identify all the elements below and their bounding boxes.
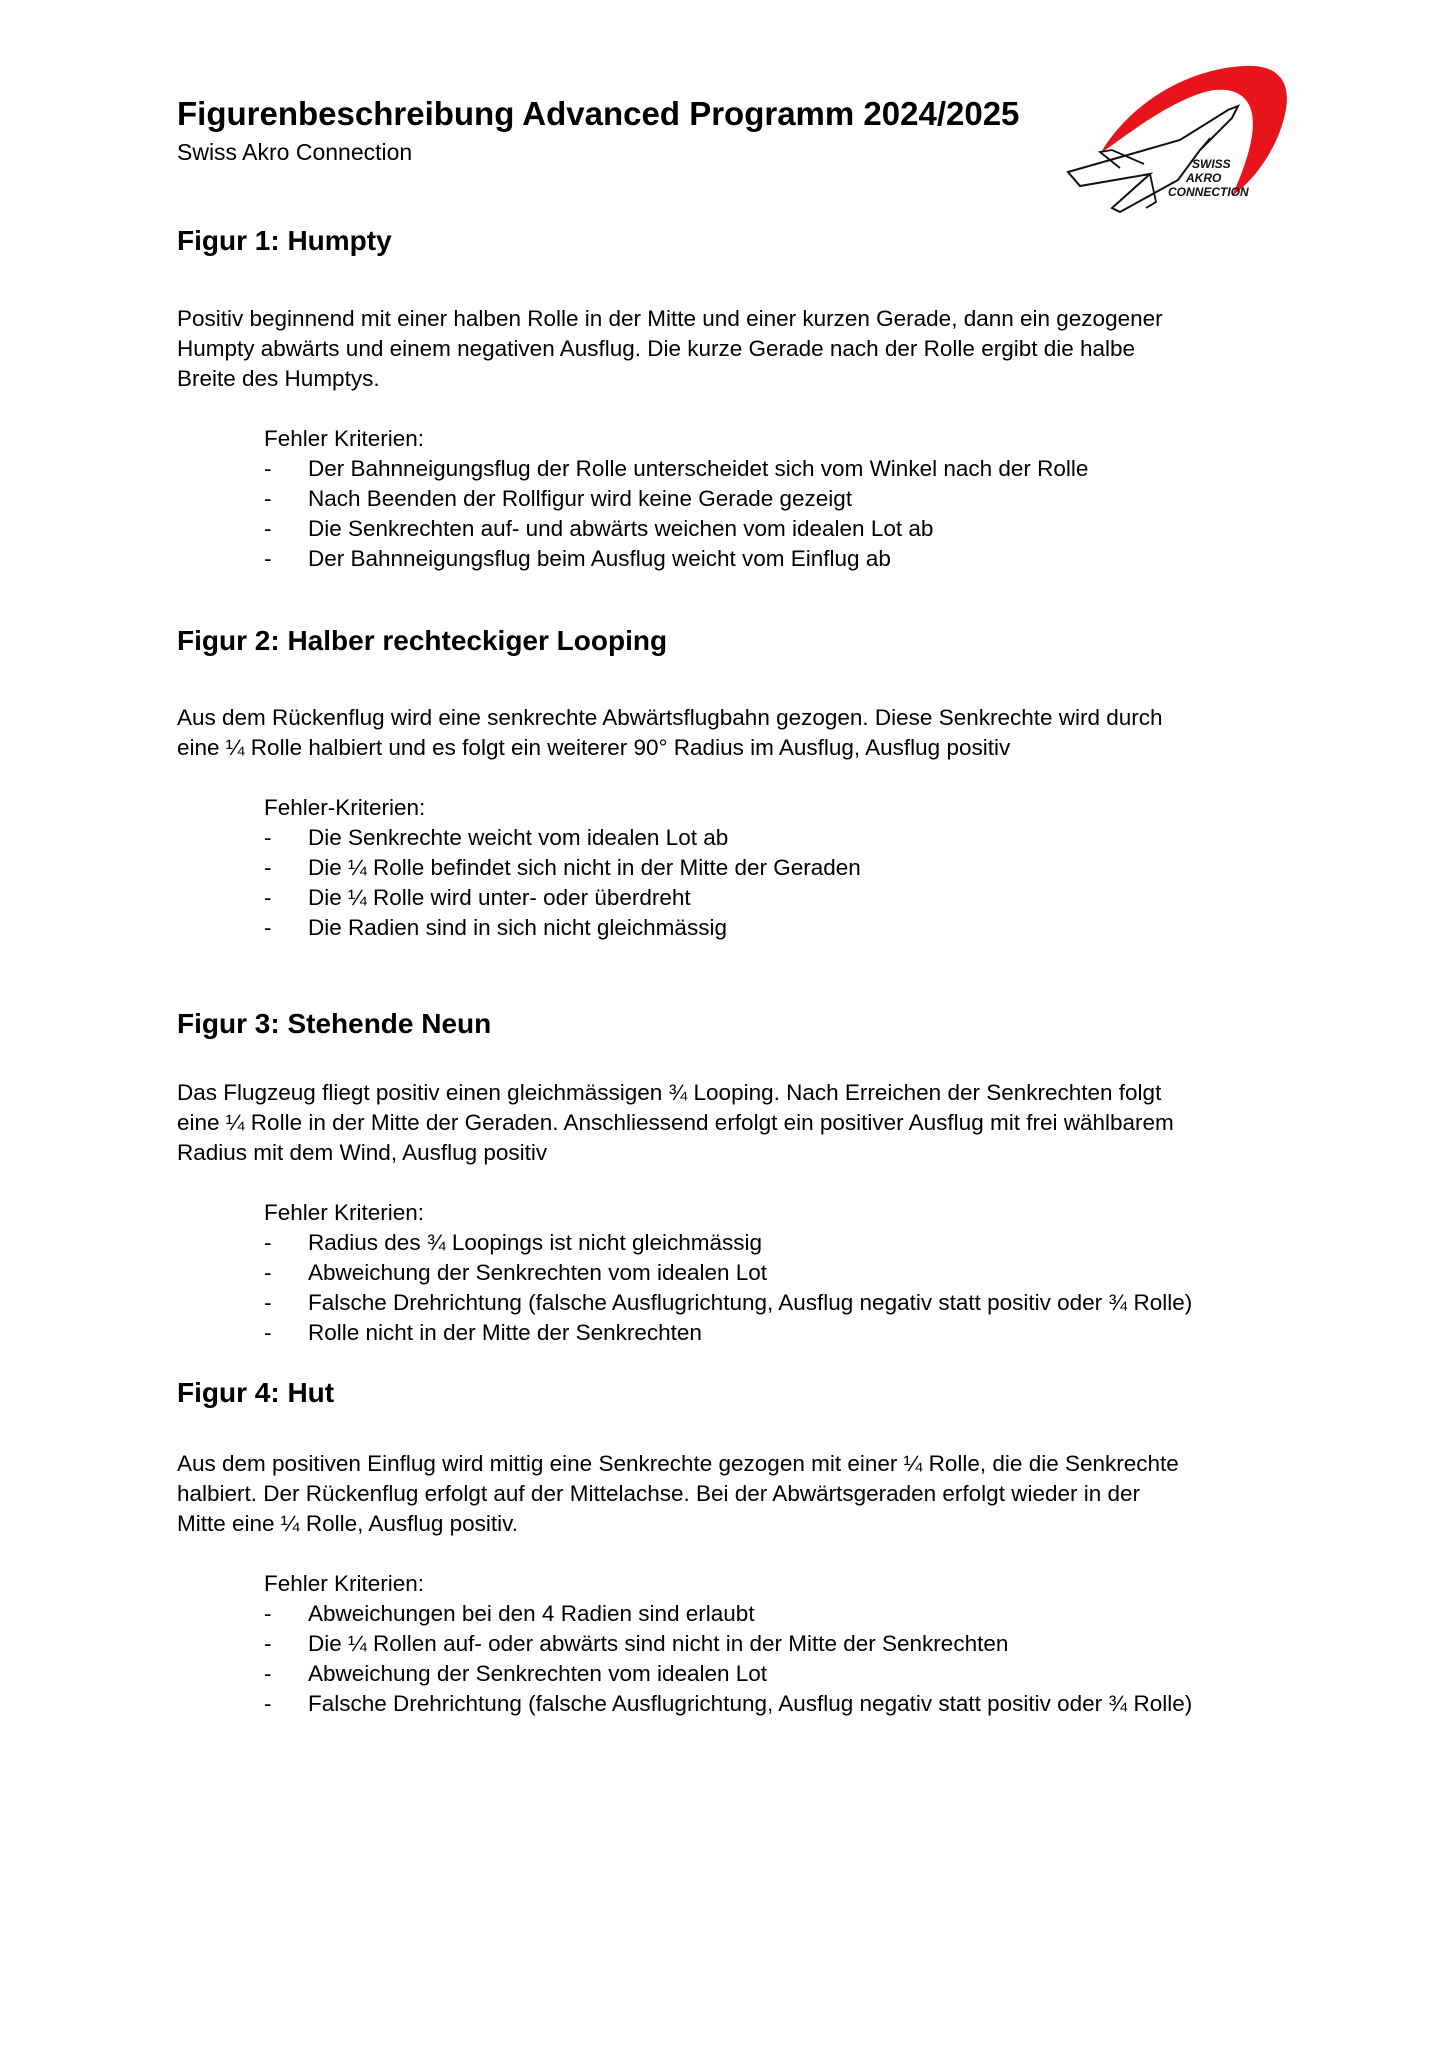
figure-section [177,624,1297,943]
figure-heading: Figur 4: Hut [177,1377,335,1408]
criteria-title: Fehler Kriterien: [264,1200,425,1225]
logo-text-line: AKRO [1186,171,1222,185]
figure-description: Aus dem positiven Einflug wird mittig eine Senkrechte gezogen mit einer ¼ Rolle, die die Senkrechte halbiert. Der Rückenflug erfolgt auf der Mittelachse. Bei der Abwärtsgeraden erfolgt wieder in der Mitte eine ¼ Rolle, Ausflug positiv. [177,1451,1179,1536]
list-item: - Der Bahnneigungsflug der Rolle unterscheidet sich vom Winkel nach der Rolle [264,456,1089,481]
list-item: - Die ¼ Rollen auf- oder abwärts sind nicht in der Mitte der Senkrechten [264,1631,1009,1656]
list-item: - Die ¼ Rolle wird unter- oder überdreht [264,885,691,910]
figure-heading: Figur 3: Stehende Neun [177,1008,492,1039]
criteria-block [264,424,1297,574]
criteria-block [264,793,1297,943]
list-item: - Rolle nicht in der Mitte der Senkrechten [264,1320,702,1345]
criteria-list [264,454,1297,574]
list-item: - Falsche Drehrichtung (falsche Ausflugrichtung, Ausflug negativ statt positiv oder ¾ Rolle) [264,1290,1193,1315]
list-item: - Radius des ¾ Loopings ist nicht gleichmässig [264,1230,762,1255]
swiss-akro-connection-logo-icon [1060,62,1290,232]
list-item: - Abweichung der Senkrechten vom idealen Lot [264,1260,768,1285]
criteria-block [264,1569,1297,1719]
list-item: - Der Bahnneigungsflug beim Ausflug weicht vom Einflug ab [264,546,891,571]
figure-description: Positiv beginnend mit einer halben Rolle in der Mitte und einer kurzen Gerade, dann ein gezogener Humpty abwärts und einem negativen Ausflug. Die kurze Gerade nach der Rolle ergibt die halbe Breite des Humptys. [177,306,1163,391]
criteria-title: Fehler Kriterien: [264,426,425,451]
logo-text-line: SWISS [1192,157,1231,171]
figure-heading: Figur 2: Halber rechteckiger Looping [177,625,668,656]
list-item: - Die Senkrechte weicht vom idealen Lot ab [264,825,729,850]
figure-description: Das Flugzeug fliegt positiv einen gleichmässigen ¾ Looping. Nach Erreichen der Senkrechten folgt eine ¼ Rolle in der Mitte der Geraden. Anschliessend erfolgt ein positiver Ausflug mit frei wählbarem Radius mit dem Wind, Ausflug positiv [177,1080,1174,1165]
criteria-title: Fehler Kriterien: [264,1571,425,1596]
criteria-list [264,1228,1297,1348]
list-item: - Die ¼ Rolle befindet sich nicht in der Mitte der Geraden [264,855,861,880]
figure-description: Aus dem Rückenflug wird eine senkrechte Abwärtsflugbahn gezogen. Diese Senkrechte wird durch eine ¼ Rolle halbiert und es folgt ein weiterer 90° Radius im Ausflug, Ausflug positiv [177,705,1163,760]
criteria-list [264,823,1297,943]
document-subtitle: Swiss Akro Connection [177,139,413,165]
figure-section [177,224,1297,574]
figure-heading: Figur 1: Humpty [177,225,392,256]
list-item: - Abweichung der Senkrechten vom idealen Lot [264,1661,768,1686]
figure-section [177,1007,1297,1348]
criteria-title: Fehler-Kriterien: [264,795,426,820]
list-item: - Abweichungen bei den 4 Radien sind erlaubt [264,1601,755,1626]
criteria-block [264,1198,1297,1348]
figure-section [177,1376,1297,1719]
criteria-list [264,1599,1297,1719]
document-title: Figurenbeschreibung Advanced Programm 2024/2025 [177,95,1020,132]
list-item: - Die Radien sind in sich nicht gleichmässig [264,915,727,940]
list-item: - Falsche Drehrichtung (falsche Ausflugrichtung, Ausflug negativ statt positiv oder ¾ Rolle) [264,1691,1193,1716]
list-item: - Nach Beenden der Rollfigur wird keine Gerade gezeigt [264,486,853,511]
logo-text-line: CONNECTION [1168,185,1249,199]
list-item: - Die Senkrechten auf- und abwärts weichen vom idealen Lot ab [264,516,934,541]
